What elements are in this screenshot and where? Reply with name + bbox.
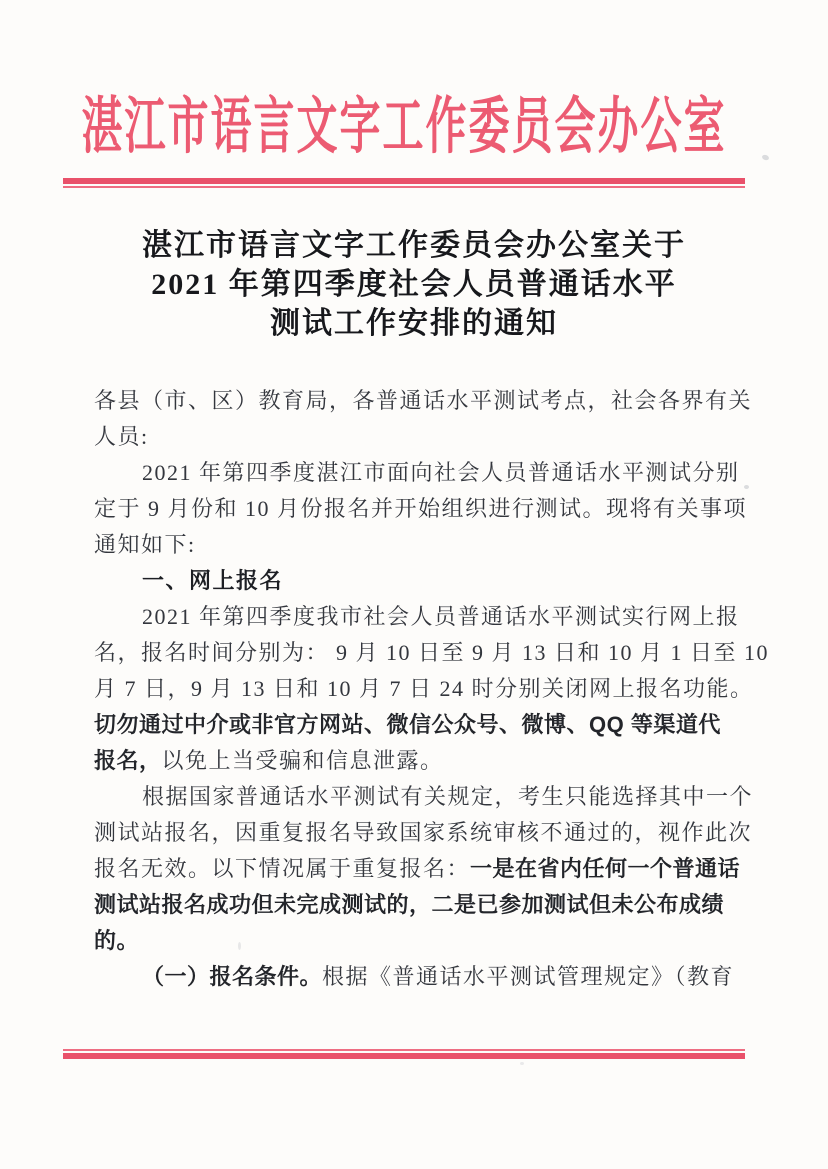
text-run: 月 7 日，9 月 13 日和 10 月 7 日 24 时分别关闭网上报名功能。	[94, 676, 754, 701]
letterhead-rule-thin-line	[63, 186, 745, 188]
text-run: 报名无效。以下情况属于重复报名：	[94, 856, 471, 881]
scan-speck	[761, 154, 769, 161]
body-line-rules-2	[94, 815, 754, 851]
body-line-rules-3	[94, 851, 754, 887]
body-line-rules-1	[94, 779, 754, 815]
text-run-bold: 的。	[94, 928, 140, 953]
text-run-bold: 测试站报名成功但未完成测试的，二是已参加测试但未公布成绩	[94, 892, 725, 917]
text-run: 一、网上报名	[142, 568, 284, 593]
body-line-registration-2	[94, 635, 770, 671]
text-run: 人员:	[94, 424, 149, 449]
body-line-warning-2	[94, 743, 754, 779]
text-run: 以免上当受骗和信息泄露。	[161, 748, 444, 773]
text-run-bold: 切勿通过中介或非官方网站、微信公众号、微博、QQ 等渠道代	[94, 712, 721, 737]
body-line-conditions	[94, 959, 754, 995]
scan-speck	[744, 485, 749, 489]
title-line-2: 2021 年第四季度社会人员普通话水平	[151, 268, 677, 301]
scan-speck	[238, 942, 241, 950]
text-run: 名，报名时间分别为： 9 月 10 日至 9 月 13 日和 10 月 1 日至 10	[94, 640, 770, 665]
text-run: 各县（市、区）教育局，各普通话水平测试考点，社会各界有关	[94, 388, 753, 413]
body-line-warning-1	[94, 707, 754, 743]
document-title	[64, 226, 764, 343]
letterhead-rule	[63, 178, 745, 188]
text-run: 2021 年第四季度湛江市面向社会人员普通话水平测试分别	[142, 460, 740, 485]
title-line-1: 湛江市语言文字工作委员会办公室关于	[142, 229, 686, 262]
text-run: 根据国家普通话水平测试有关规定，考生只能选择其中一个	[142, 784, 754, 809]
body-line-intro-cont	[94, 491, 754, 527]
footer-rule-thick-line	[63, 1053, 745, 1059]
letterhead-org-name: 湛江市语言文字工作委员会办公室	[81, 91, 727, 161]
title-line-3: 测试工作安排的通知	[270, 307, 558, 340]
text-run-bold: 一是在省内任何一个普通话	[470, 856, 741, 881]
body-line-intro-end	[94, 527, 754, 563]
text-run: 根据《普通话水平测试管理规定》（教育	[322, 964, 735, 989]
body-line-intro	[94, 455, 754, 491]
body-line-rules-4	[94, 887, 754, 923]
text-run: 2021 年第四季度我市社会人员普通话水平测试实行网上报	[142, 604, 740, 629]
body-line-salutation	[94, 383, 754, 419]
footer-rule	[63, 1049, 745, 1059]
document-body	[94, 383, 770, 995]
section-heading-online-registration	[94, 563, 754, 599]
text-run: 测试站报名，因重复报名导致国家系统审核不通过的，视作此次	[94, 820, 753, 845]
text-run: 通知如下:	[94, 532, 196, 557]
text-run-bold: （一）报名条件。	[142, 964, 323, 989]
body-line-registration-1	[94, 599, 754, 635]
body-line-rules-5	[94, 923, 754, 959]
body-line-registration-3	[94, 671, 754, 707]
text-run-bold: 报名，	[94, 748, 162, 773]
text-run: 定于 9 月份和 10 月份报名并开始组织进行测试。现将有关事项	[94, 496, 748, 521]
scan-speck	[520, 1062, 524, 1065]
body-line-salutation-cont	[94, 419, 754, 455]
